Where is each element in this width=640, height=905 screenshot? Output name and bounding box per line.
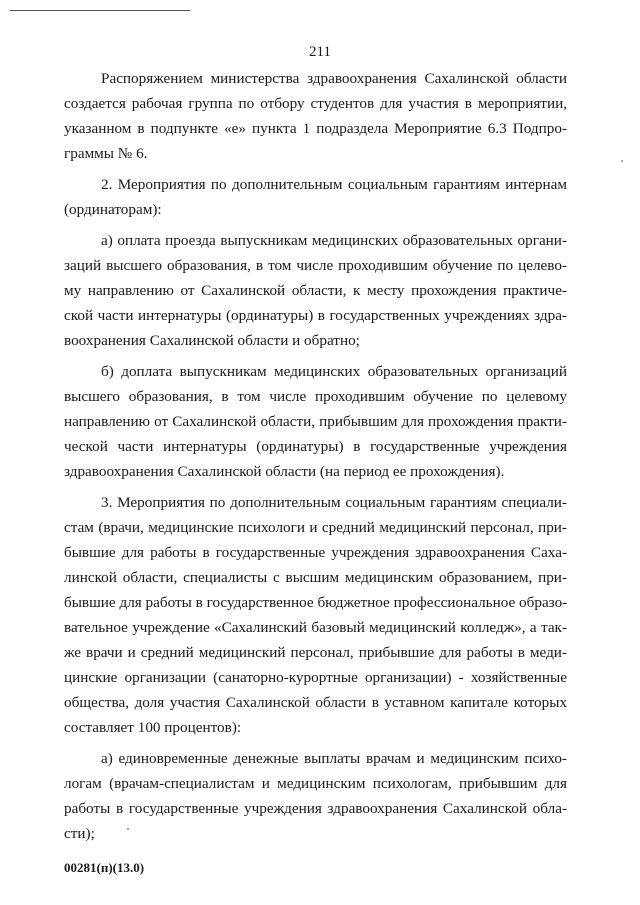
text-line: граммы № 6. [64, 145, 148, 162]
text-line: ской части интернатуры (ординатуры) в государственных учреждениях здра- [64, 307, 567, 324]
text-line: б) доплата выпускникам медицинских образовательных организаций [101, 363, 567, 380]
text-line: сти); [64, 825, 95, 842]
text-line: му направлению от Сахалинской области, к месту прохождения практиче- [64, 282, 567, 299]
text-line: 3. Мероприятия по дополнительным социальным гарантиям специали- [101, 494, 567, 511]
paragraph-item-2 [64, 172, 567, 222]
text-line: общества, доля участия Сахалинской области в уставном капитале которых [64, 694, 567, 711]
text-line: (ординаторам): [64, 201, 162, 218]
text-line: Распоряжением министерства здравоохранения Сахалинской области [101, 70, 567, 87]
text-line: а) единовременные денежные выплаты врачам и медицинским психо- [101, 750, 567, 767]
text-line: создается рабочая группа по отбору студентов для участия в мероприятии, [64, 95, 567, 112]
text-line: ческой части интернатуры (ординатуры) в государственные учреждения [64, 438, 567, 455]
paragraph-item-2a [64, 228, 567, 353]
paragraph-item-2b [64, 359, 567, 484]
text-line: направлению от Сахалинской области, прибывшим для прохождения практи- [64, 413, 567, 430]
text-line: же врачи и средний медицинский персонал, прибывшие для работы в меди- [64, 644, 567, 661]
text-line: стам (врачи, медицинские психологи и средний медицинский персонал, при- [64, 519, 567, 536]
paragraph-intro [64, 66, 567, 166]
text-line: цинские организации (санаторно-курортные организации) - хозяйственные [64, 669, 567, 686]
scan-speck [621, 160, 623, 162]
text-line: а) оплата проезда выпускникам медицинских образовательных органи- [101, 232, 567, 249]
document-code: 00281(п)(13.0) [64, 860, 145, 875]
text-line: линской области, специалисты с высшим медицинским образованием, при- [64, 569, 567, 586]
text-line: здравоохранения Сахалинской области (на период ее прохождения). [64, 463, 505, 480]
text-line: указанном в подпункте «е» пункта 1 подраздела Мероприятие 6.3 Подпро- [64, 120, 567, 137]
text-line: высшего образования, в том числе проходившим обучение по целевому [64, 388, 567, 405]
page-number: 211 [309, 44, 331, 60]
text-line: составляет 100 процентов): [64, 719, 242, 736]
text-line: бывшие для работы в государственные учреждения здравоохранения Саха- [64, 544, 567, 561]
text-line: воохранения Сахалинской области и обратно; [64, 332, 360, 349]
text-line: заций высшего образования, в том числе проходившим обучение по целево- [64, 257, 567, 274]
text-line: бывшие для работы в государственное бюджетное профессиональное образо- [64, 594, 568, 611]
document-body [64, 66, 567, 852]
text-line: 2. Мероприятия по дополнительным социальным гарантиям интернам [101, 176, 567, 193]
paragraph-item-3 [64, 490, 567, 740]
text-line: вательное учреждение «Сахалинский базовый медицинский колледж», а так- [64, 619, 567, 636]
paragraph-item-3a [64, 746, 567, 846]
text-line: работы в государственные учреждения здравоохранения Сахалинской обла- [64, 800, 567, 817]
top-rule-line [10, 10, 190, 11]
text-line: логам (врачам-специалистам и медицинским психологам, прибывшим для [64, 775, 567, 792]
